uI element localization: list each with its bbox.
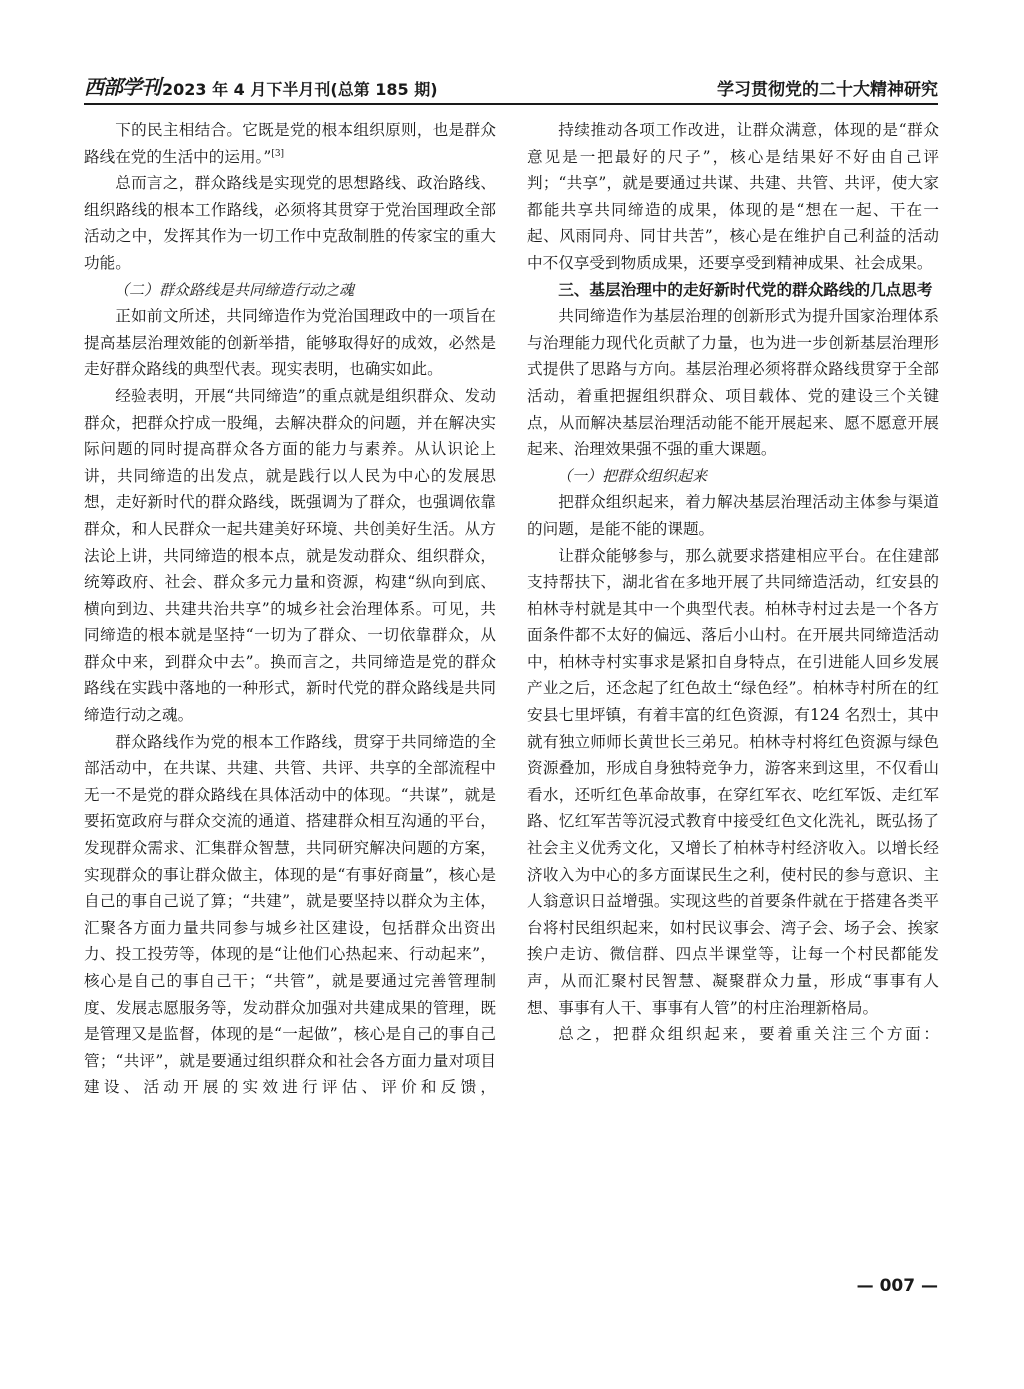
paragraph-text: 把群众组织起来，着力解决基层治理活动主体参与渠道的问题，是能不能的课题。 [527, 493, 939, 538]
section-title: 学习贯彻党的二十大精神研究 [717, 80, 938, 100]
page-number: — 007 — [856, 1276, 938, 1296]
paragraph [527, 117, 939, 277]
issue-info: 2023 年 4 月下半月刊(总第 185 期) [162, 80, 438, 99]
citation-ref: [3] [271, 148, 285, 159]
subsection-heading [527, 463, 939, 490]
paragraph-text: 共同缔造作为基层治理的创新形式为提升国家治理体系与治理能力现代化贡献了力量，也为进一步创新基层治理形式提供了思路与方向。基层治理必须将群众路线贯穿于全部活动，着重把握组织群众、项目载体、党的建设三个关键点，从而解决基层治理活动能不能开展起来、愿不愿意开展起来、治理效果强不强的重大课题。 [527, 307, 939, 459]
paragraph-text: 持续推动各项工作改进，让群众满意，体现的是“群众意见是一把最好的尺子”，核心是结果好不好由自己评判；“共享”，就是要通过共谋、共建、共管、共评，使大家都能共享共同缔造的成果，体现的是“想在一起、干在一起、风雨同舟、同甘共苦”，核心是在维护自己利益的活动中不仅享受到物质成果，还要享受到精神成果、社会成果。 [527, 121, 939, 272]
paragraph [84, 170, 496, 276]
paragraph-text: （二）群众路线是共同缔造行动之魂 [114, 280, 355, 299]
subsection-heading [84, 277, 496, 304]
paragraph [527, 303, 939, 463]
paragraph [84, 303, 496, 383]
paragraph-text: 总之，把群众组织起来，要着重关注三个方面： [558, 1025, 939, 1044]
paragraph-text: 总而言之，群众路线是实现党的思想路线、政治路线、组织路线的根本工作路线，必须将其贯穿于党治国理政全部活动之中，发挥其作为一切工作中克敌制胜的传家宝的重大功能。 [84, 174, 496, 272]
header-left [84, 71, 438, 100]
paragraph-text: 群众路线作为党的根本工作路线，贯穿于共同缔造的全部活动中，在共谋、共建、共管、共评、共享的全部流程中无一不是党的群众路线在具体活动中的体现。“共谋”，就是要拓宽政府与群众交流的通道、搭建群众相互沟通的平台，发现群众需求、汇集群众智慧，共同研究解决问题的方案，实现群众的事让群众做主，体现的是“有事好商量”，核心是自己的事自己说了算；“共建”，就是要坚持以群众为主体，汇聚各方面力量共同参与城乡社区建设，包括群众出资出力、投工投劳等，体现的是“让他们心热起来、行动起来”，核心是自己的事自己干；“共管”，就是要通过完善管理制度、发展志愿服务等，发动群众加强对共建成果的管理，既是管理又是监督，体现的是“一起做”，核心是自己的事自己管；“共评”，就是要通过组织群众和社会各方面力量对项目建设、活动开展的实效进行评估、评价和反馈， [84, 732, 496, 1097]
paragraph [527, 1021, 939, 1048]
paragraph-text: （一）把群众组织起来 [557, 466, 708, 485]
paragraph-text: 经验表明，开展“共同缔造”的重点就是组织群众、发动群众，把群众拧成一股绳，去解决群众的问题，并在解决实际问题的同时提高群众各方面的能力与素养。从认识论上讲，共同缔造的出发点，就是践行以人民为中心的发展思想，走好新时代的群众路线，既强调为了群众，也强调依靠群众，和人民群众一起共建美好环境、共创美好生活。从方法论上讲，共同缔造的根本点，就是发动群众、组织群众，统筹政府、社会、群众多元力量和资源，构建“纵向到底、横向到边、共建共治共享”的城乡社会治理体系。可见，共同缔造的根本就是坚持“一切为了群众、一切依靠群众，从群众中来，到群众中去”。换而言之，共同缔造是党的群众路线在实践中落地的一种形式，新时代党的群众路线是共同缔造行动之魂。 [84, 386, 496, 725]
paragraph-text: 三、基层治理中的走好新时代党的群众路线的几点思考 [558, 280, 933, 299]
paragraph-text: 下的民主相结合。它既是党的根本组织原则，也是群众路线在党的生活中的运用。” [84, 121, 496, 166]
right-column [527, 117, 939, 1048]
running-header [84, 70, 938, 105]
journal-logo: 西部学刊 [84, 75, 160, 99]
left-column [84, 117, 496, 1101]
paragraph [84, 383, 496, 729]
paragraph [527, 489, 939, 542]
paragraph [527, 543, 939, 1022]
paragraph-text: 让群众能够参与，那么就要求搭建相应平台。在住建部支持帮扶下，湖北省在多地开展了共同缔造活动，红安县的柏林寺村就是其中一个典型代表。柏林寺村过去是一个各方面条件都不太好的偏远、落后小山村。在开展共同缔造活动中，柏林寺村实事求是紧扣自身特点，在引进能人回乡发展产业之后，还念起了红色故土“绿色经”。柏林寺村所在的红安县七里坪镇，有着丰富的红色资源，有124 名烈士，其中就有独立师师长黄世长三弟兄。柏林寺村将红色资源与绿色资源叠加，形成自身独特竞争力，游客来到这里，不仅看山看水，还听红色革命故事，在穿红军衣、吃红军饭、走红军路、忆红军苦等沉浸式教育中接受红色文化洗礼，既弘扬了社会主义优秀文化，又增长了柏林寺村经济收入。以增长经济收入为中心的多方面谋民生之利，使村民的参与意识、主人翁意识日益增强。实现这些的首要条件就在于搭建各类平台将村民组织起来，如村民议事会、湾子会、场子会、挨家挨户走访、微信群、四点半课堂等，让每一个村民都能发声，从而汇聚村民智慧、凝聚群众力量，形成“事事有人想、事事有人干、事事有人管”的村庄治理新格局。 [527, 546, 939, 1017]
paragraph [84, 729, 496, 1101]
section-heading [527, 277, 939, 304]
paragraph-text: 正如前文所述，共同缔造作为党治国理政中的一项旨在提高基层治理效能的创新举措，能够取得好的成效，必然是走好群众路线的典型代表。现实表明，也确实如此。 [84, 307, 496, 379]
paragraph [84, 117, 496, 170]
